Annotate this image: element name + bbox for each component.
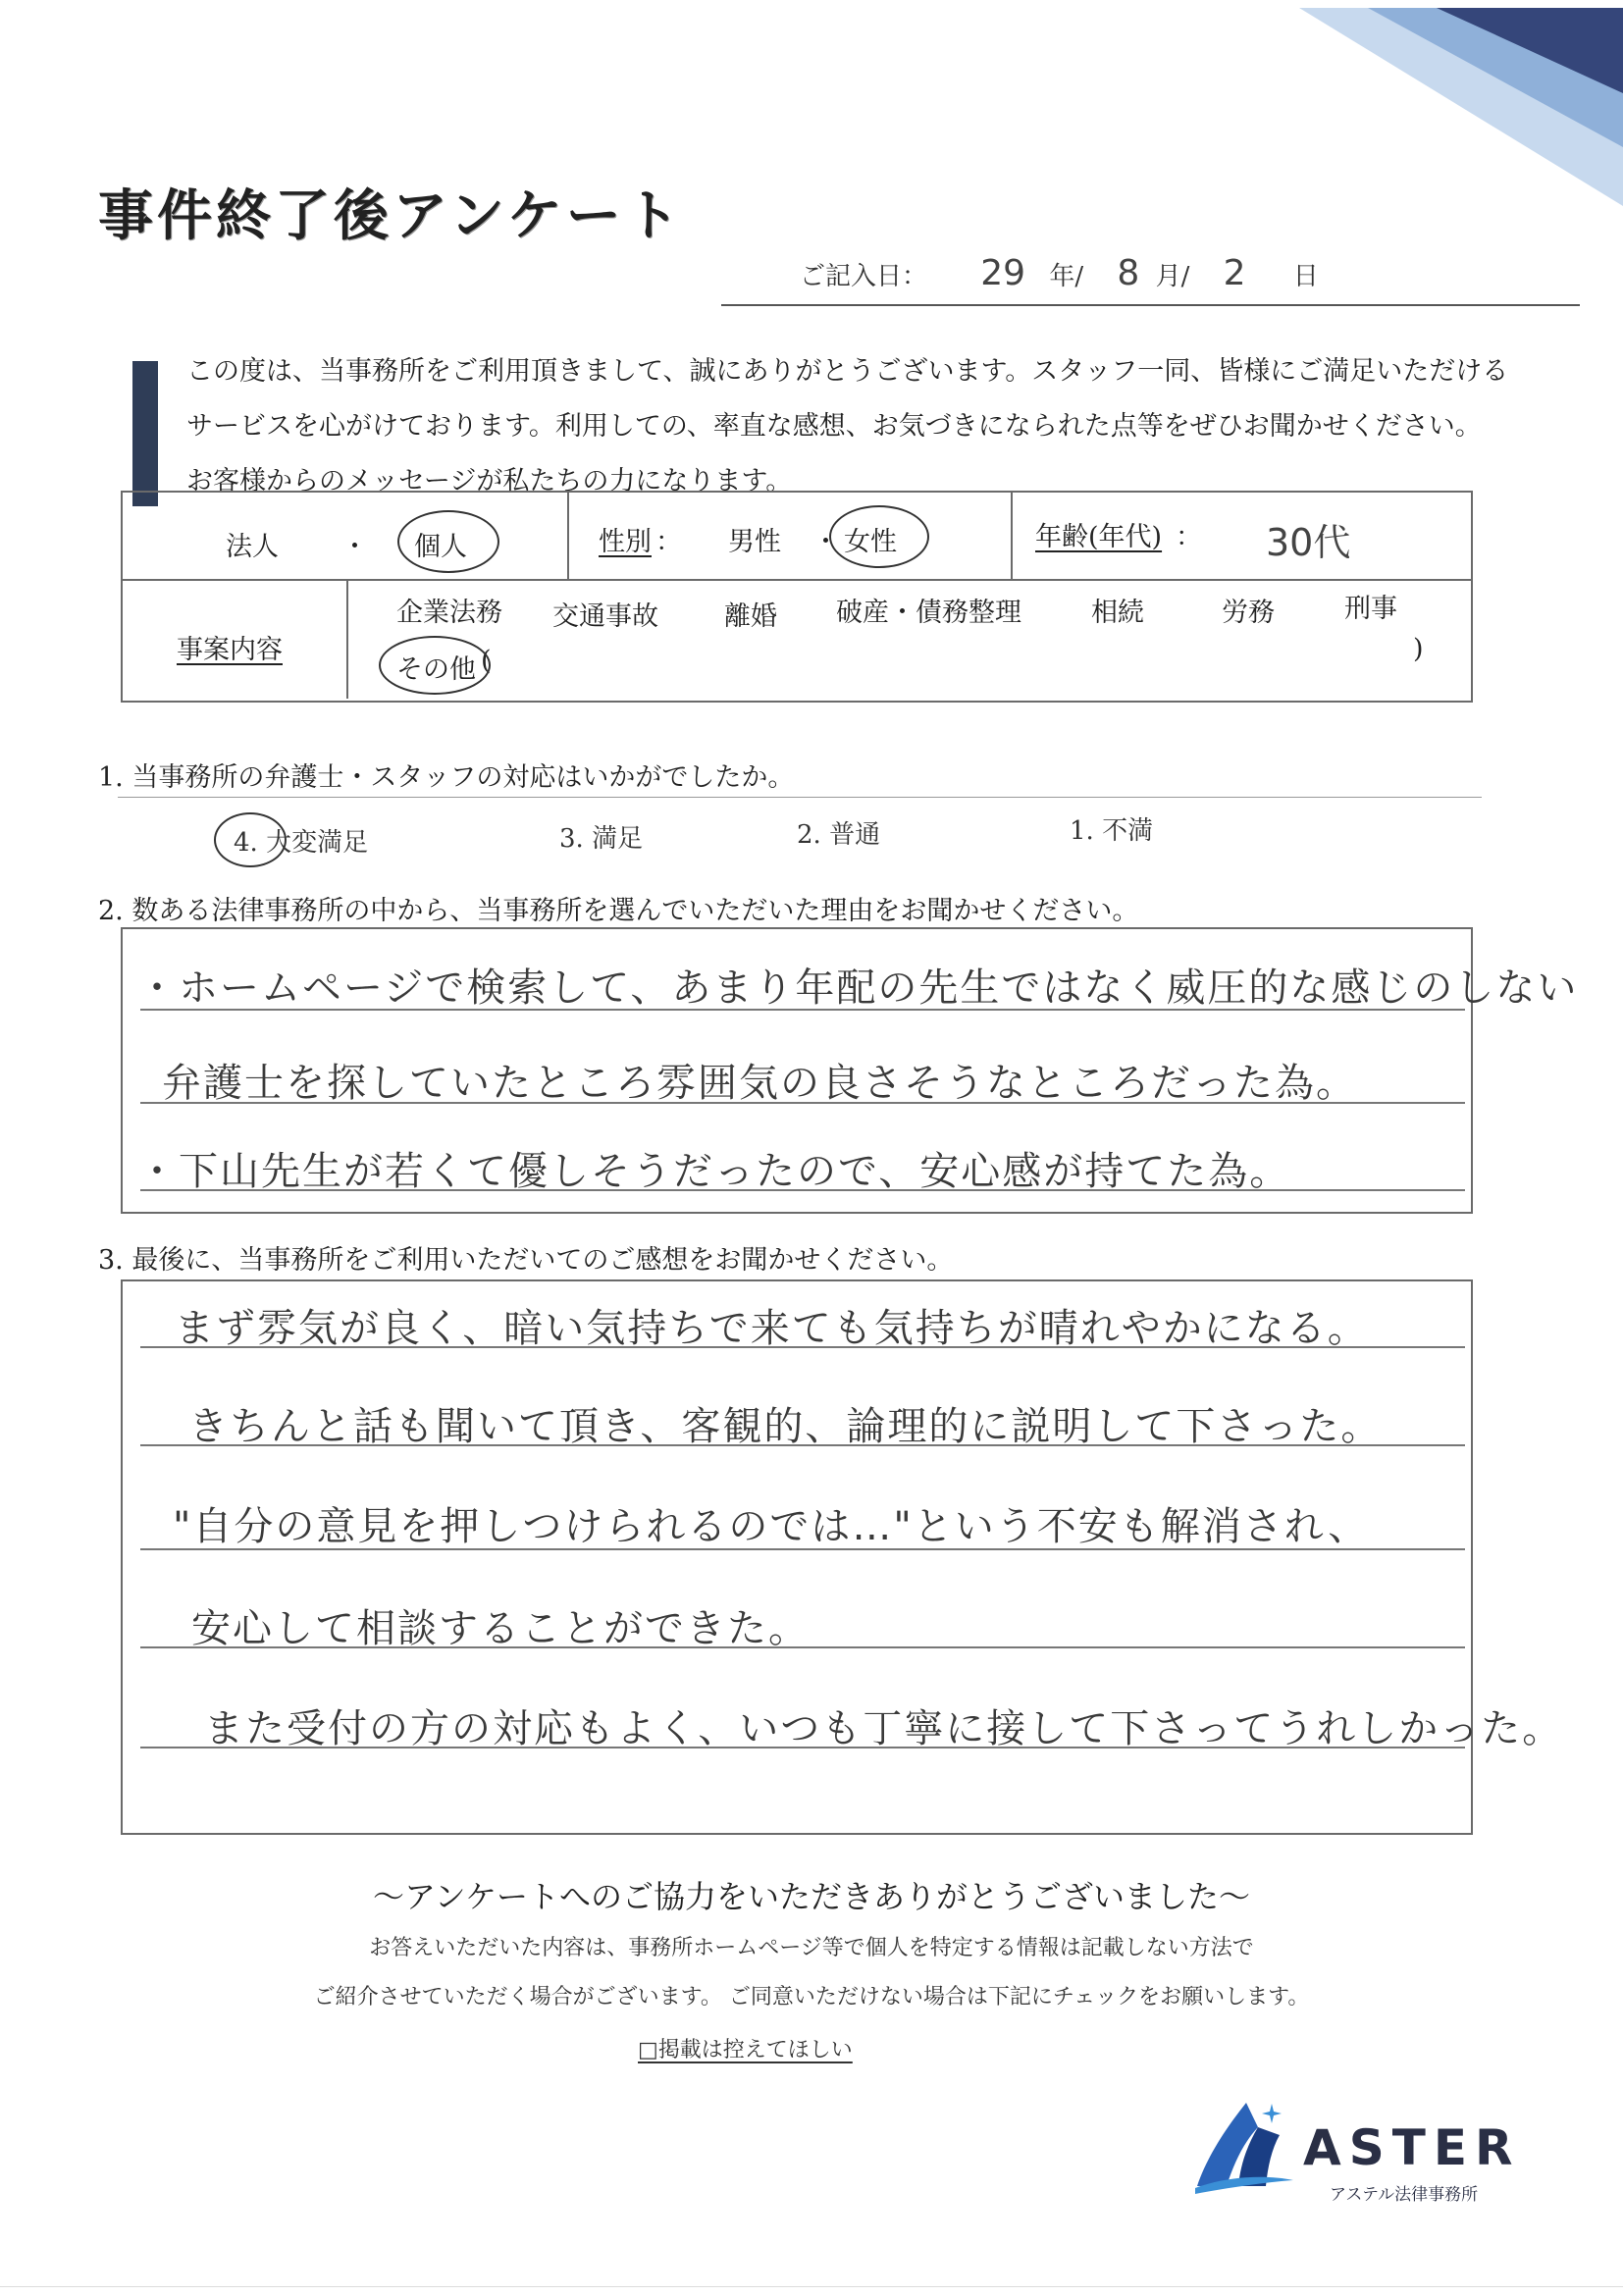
profile-table-divider-1 <box>567 493 569 579</box>
case-type-bankruptcy: 破産・債務整理 <box>836 598 1021 628</box>
question-1: 1. 当事務所の弁護士・スタッフの対応はいかがでしたか。 <box>98 762 795 793</box>
individual-selected-circle <box>397 510 499 573</box>
case-other-close-paren: ) <box>1413 634 1424 664</box>
privacy-note-line-2: ご紹介させていただく場合がございます。 ご同意いただけない場合は下記にチェックをお願いします。 <box>313 1985 1310 2009</box>
q3-answer-line-3: "自分の意見を押しつけられるのでは…"という不安も解消され、 <box>173 1504 1370 1549</box>
case-type-traffic-accident: 交通事故 <box>552 601 658 632</box>
profile-table-divider-3 <box>346 581 348 699</box>
date-day-unit: 日 <box>1292 262 1319 291</box>
case-type-divorce: 離婚 <box>724 601 777 632</box>
age-value: 30代 <box>1266 521 1351 564</box>
male-label: 男性 <box>728 527 781 557</box>
case-type-inheritance: 相続 <box>1091 598 1144 628</box>
q2-answer-line-3: ・下山先生が若くて優しそうだったので、安心感が持てた為。 <box>137 1149 1291 1194</box>
profile-table-divider-2 <box>1011 493 1013 579</box>
date-day: 2 <box>1223 253 1246 293</box>
q2-answer-line-1: ・ホームページで検索して、あまり年配の先生ではなく威圧的な感じのしない <box>137 965 1579 1011</box>
case-type-corporate-law: 企業法務 <box>396 598 502 628</box>
age-colon: ： <box>1176 522 1202 552</box>
date-label: ご記入日： <box>800 262 928 291</box>
question-1-rule <box>118 797 1482 798</box>
corporate-label: 法人 <box>226 532 279 562</box>
privacy-note-line-1: お答えいただいた内容は、事務所ホームページ等で個人を特定する情報は記載しない方法で <box>369 1936 1254 1960</box>
page-bottom-edge <box>0 2286 1623 2287</box>
date-underline <box>721 304 1580 306</box>
date-month-unit: 月/ <box>1155 262 1190 291</box>
intro-line-3: お客様からのメッセージが私たちの力になります。 <box>186 466 793 496</box>
female-label: 女性 <box>844 527 897 557</box>
date-year-unit: 年/ <box>1049 262 1084 291</box>
date-year: 29 <box>980 253 1026 293</box>
female-selected-circle <box>829 505 929 568</box>
intro-accent-bar <box>132 361 158 506</box>
question-3: 3. 最後に、当事務所をご利用いただいてのご感想をお聞かせください。 <box>98 1245 954 1276</box>
date-month: 8 <box>1117 253 1140 293</box>
gender-colon: ： <box>655 527 682 557</box>
case-type-other: その他 <box>396 654 476 685</box>
entry-date <box>800 253 1319 293</box>
q1-option-very-satisfied: 4. 大変満足 <box>234 828 369 858</box>
q1-option-dissatisfied: 1. 不満 <box>1070 816 1154 846</box>
q1-option-satisfied: 3. 満足 <box>559 824 644 854</box>
page-title: 事件終了後アンケート <box>98 184 684 248</box>
logo-subtitle: アステル法律事務所 <box>1330 2185 1479 2205</box>
age-label: 年齢(年代) <box>1035 522 1163 552</box>
case-type-labor: 労務 <box>1222 598 1275 628</box>
q2-answer-line-2: 弁護士を探していたところ雰囲気の良さそうなところだった為。 <box>162 1061 1357 1106</box>
other-selected-circle <box>379 636 491 695</box>
question-2: 2. 数ある法律事務所の中から、当事務所を選んでいただいた理由をお聞かせください。 <box>98 896 1139 926</box>
case-other-open-paren: ( <box>481 646 492 676</box>
q3-answer-line-4: 安心して相談することができた。 <box>191 1606 810 1651</box>
gender-label: 性別 <box>599 527 652 557</box>
corner-decoration <box>1299 0 1623 206</box>
q1-option-normal: 2. 普通 <box>797 820 881 850</box>
q1-selected-circle <box>214 812 287 867</box>
q3-answer-line-2: きちんと話も聞いて頂き、客観的、論理的に説明して下さった。 <box>188 1404 1383 1449</box>
profile-table-row-divider <box>121 579 1471 581</box>
intro-line-1: この度は、当事務所をご利用頂きまして、誠にありがとうございます。スタッフ一同、皆様にご満足いただける <box>186 356 1509 387</box>
aster-logo-icon <box>1187 2098 1295 2196</box>
intro-line-2: サービスを心がけております。利用しての、率直な感想、お気づきになられた点等をぜひお聞かせください。 <box>186 411 1482 442</box>
optout-checkbox-label[interactable]: □掲載は控えてほしい <box>638 2038 853 2062</box>
q3-answer-line-1: まず雰気が良く、暗い気持ちで来ても気持ちが晴れやかになる。 <box>175 1306 1369 1351</box>
logo-name: ASTER <box>1303 2119 1521 2176</box>
case-label: 事案内容 <box>177 635 283 665</box>
thanks-message: ～アンケートへのご協力をいただきありがとうございました～ <box>372 1878 1251 1915</box>
q3-answer-line-5: また受付の方の対応もよく、いつも丁寧に接して下さってうれしかった。 <box>204 1706 1564 1751</box>
separator-1: ・ <box>341 532 368 562</box>
separator-2: ・ <box>812 527 839 557</box>
individual-label: 個人 <box>414 532 467 562</box>
case-type-criminal: 刑事 <box>1344 594 1397 624</box>
